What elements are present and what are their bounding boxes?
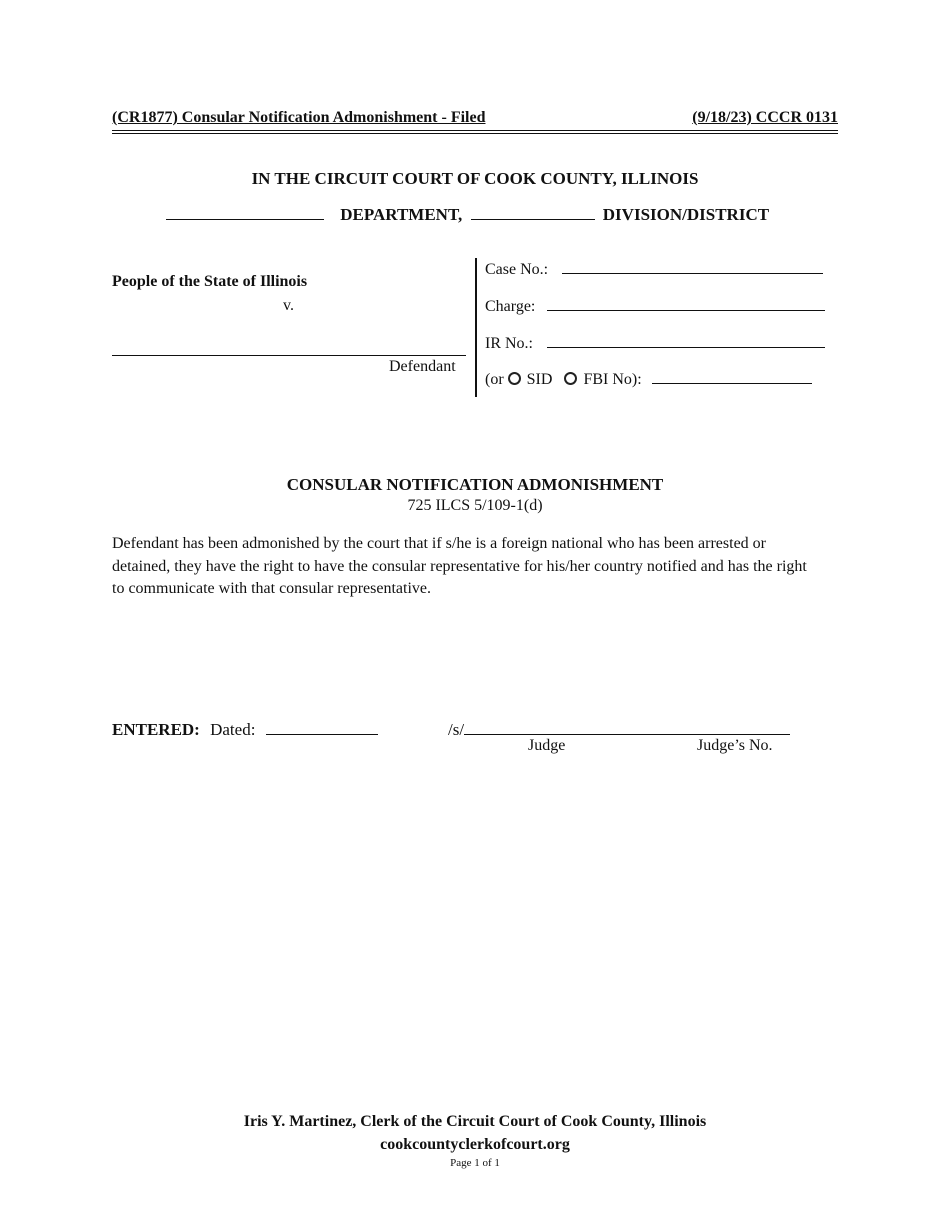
case-no-field[interactable] — [562, 259, 823, 274]
charge-label: Charge: — [485, 298, 536, 315]
dated-field[interactable] — [266, 720, 378, 735]
versus: v. — [283, 297, 294, 314]
sid-fbi-field[interactable] — [652, 369, 812, 384]
judge-label: Judge — [528, 737, 566, 754]
division-label: DIVISION/DISTRICT — [602, 205, 770, 224]
division-field[interactable] — [471, 205, 595, 220]
header-rule — [112, 130, 838, 131]
defendant-label: Defendant — [389, 358, 456, 375]
signature-prefix: /s/ — [448, 720, 465, 739]
department-field[interactable] — [166, 205, 324, 220]
document-title: CONSULAR NOTIFICATION ADMONISHMENT — [286, 475, 664, 494]
page-number: Page 1 of 1 — [450, 1157, 500, 1169]
entered-line — [112, 720, 378, 740]
case-no-row — [485, 259, 823, 279]
case-no-label: Case No.: — [485, 261, 549, 278]
sid-radio[interactable] — [508, 372, 521, 385]
fbi-radio[interactable] — [564, 372, 577, 385]
ir-no-row — [485, 333, 825, 353]
entered-label: ENTERED: — [112, 720, 200, 739]
judge-no-label: Judge’s No. — [697, 737, 773, 754]
charge-field[interactable] — [547, 296, 825, 311]
plaintiff-name: People of the State of Illinois — [112, 273, 308, 290]
defendant-field[interactable] — [112, 355, 466, 356]
or-prefix: (or — [485, 371, 504, 388]
statute-citation: 725 ILCS 5/109-1(d) — [407, 497, 543, 514]
charge-row — [485, 296, 825, 316]
department-label: DEPARTMENT, — [340, 205, 463, 224]
dated-label: Dated: — [210, 720, 256, 739]
sid-label: SID — [526, 371, 553, 388]
form-header — [112, 109, 838, 131]
court-name: IN THE CIRCUIT COURT OF COOK COUNTY, ILLINOIS — [251, 169, 699, 188]
ir-no-field[interactable] — [547, 333, 825, 348]
department-line — [166, 205, 769, 225]
sid-fbi-row — [485, 369, 812, 389]
caption-divider — [475, 258, 477, 397]
clerk-website: cookcountyclerkofcourt.org — [380, 1136, 570, 1153]
ir-no-label: IR No.: — [485, 335, 533, 352]
form-code: (9/18/23) CCCR 0131 — [692, 109, 838, 126]
admonishment-text: Defendant has been admonished by the court that if s/he is a foreign national who has been arrested or detained, they have the right to have the consular representative for his/her country notified and has the right to communicate with that consular representative. — [112, 535, 807, 597]
header-rule — [112, 133, 838, 134]
signature-field[interactable] — [464, 720, 790, 735]
clerk-name: Iris Y. Martinez, Clerk of the Circuit Court of Cook County, Illinois — [243, 1113, 707, 1130]
form-title: (CR1877) Consular Notification Admonishment - Filed — [112, 109, 486, 126]
fbi-label: FBI No): — [583, 371, 642, 388]
